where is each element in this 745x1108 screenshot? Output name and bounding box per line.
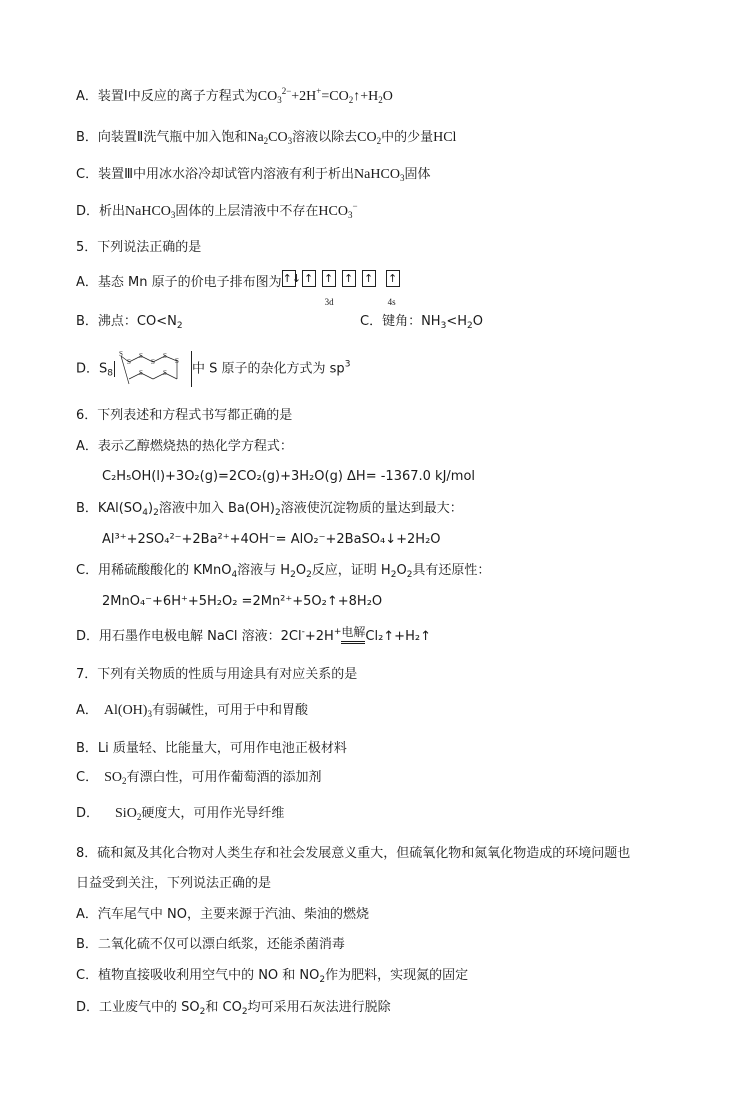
q5-option-a: A．基态 Mn 原子的价电子排布图为 ↑↓ ↑ ↑ ↑ ↑ ↑ 3d 4s <box>76 270 407 304</box>
q6-option-d: D．用石墨作电极电解 NaCl 溶液：2Cl-+2H+电解 Cl₂↑+H₂↑ <box>76 625 431 644</box>
q7-option-d: D． SiO$_2$硬度大，可用作光导纤维 <box>76 806 285 822</box>
svg-text:S: S <box>139 352 143 360</box>
q5-option-b: B．沸点：$CO<N_2$ <box>76 314 183 331</box>
q6-option-a: A．表示乙醇燃烧热的热化学方程式： <box>76 439 293 454</box>
q8-option-b: B．二氧化硫不仅可以漂白纸浆，还能杀菌消毒 <box>76 937 345 952</box>
question-8-stem-line2: 日益受到关注，下列说法正确的是 <box>76 876 272 891</box>
q4-option-c: C．装置Ⅲ中用冰水浴冷却试管内溶液有利于析出NaHCO$_3$固体 <box>76 167 431 183</box>
question-6-stem: 6．下列表述和方程式书写都正确的是 <box>76 408 293 423</box>
q7-option-b: B．Li 质量轻、比能量大，可用作电池正极材料 <box>76 741 347 756</box>
q6-option-a-equation: C₂H₅OH(l)+3O₂(g)=2CO₂(g)+3H₂O(g) ΔH= -1367.0 kJ/mol <box>102 469 476 484</box>
svg-text:S: S <box>163 369 167 377</box>
svg-text:S: S <box>151 358 155 366</box>
s8-ring-structure <box>115 351 192 387</box>
ion-equation: $CO_3^{2-}+2H^+=CO_2↑+H_2O$ <box>257 86 393 105</box>
svg-text:S: S <box>163 352 167 360</box>
q6-option-c-equation: 2MnO₄⁻+6H⁺+5H₂O₂ =2Mn²⁺+5O₂↑+8H₂O <box>102 594 383 609</box>
question-7-stem: 7．下列有关物质的性质与用途具有对应关系的是 <box>76 667 358 682</box>
q8-option-c: C．植物直接吸收利用空气中的 NO 和 $NO_2$作为肥料，实现氮的固定 <box>76 968 469 985</box>
q8-option-a: A．汽车尾气中 NO，主要来源于汽油、柴油的燃烧 <box>76 907 369 922</box>
q7-option-a: A． $Al(OH)_3$有弱碱性，可用于中和胃酸 <box>76 703 308 719</box>
svg-text:S: S <box>119 351 123 358</box>
svg-text:S: S <box>139 369 143 377</box>
svg-text:S: S <box>175 357 179 365</box>
q7-option-c: C． $SO_2$有漂白性，可用作葡萄酒的添加剂 <box>76 770 322 786</box>
q4-option-b: B．向装置Ⅱ洗气瓶中加入饱和$Na_2CO_3$溶液以除去$CO_2$中的少量HCl <box>76 130 457 146</box>
question-8-stem-line1: 8．硫和氮及其化合物对人类生存和社会发展意义重大，但硫氧化物和氮氧化物造成的环境问题也 <box>76 846 631 861</box>
q6-option-b-equation: Al³⁺+2SO₄²⁻+2Ba²⁺+4OH⁻= AlO₂⁻+2BaSO₄↓+2H₂O <box>102 532 441 547</box>
q5-option-c: C．键角：$NH_3<H_2O$ <box>360 314 483 331</box>
q5-options-bc-row <box>76 313 676 331</box>
q6-option-b: B．$KAl(SO_4)_2$溶液中加入 $Ba(OH)_2$溶液使沉淀物质的量达到最大： <box>76 501 463 518</box>
q8-option-d: D．工业废气中的 $SO_2$和 $CO_2$均可采用石灰法进行脱除 <box>76 1000 391 1017</box>
q4-option-d: D．析出NaHCO$_3$固体的上层清液中不存在$HCO_3^-$ <box>76 201 358 220</box>
q5-option-d: D．$S_8$ S S S S S S S S 中 S 原子的杂化方式为 $sp^3$ <box>76 351 350 387</box>
svg-text:S: S <box>127 358 131 366</box>
electrolysis-condition: 电解 <box>341 627 365 646</box>
mn-orbital-diagram: ↑↓ ↑ ↑ ↑ ↑ ↑ 3d 4s <box>282 270 407 300</box>
question-5-stem: 5．下列说法正确的是 <box>76 240 202 255</box>
q4-option-a: A．装置Ⅰ中反应的离子方程式为$CO_3^{2-}+2H^+=CO_2↑+H_2O$ <box>76 86 393 105</box>
sulfur-atoms <box>119 351 179 377</box>
q6-option-c: C．用稀硫酸酸化的 KMnO$_4$溶液与 $H_2O_2$反应，证明 $H_2O_2$具有还原性： <box>76 563 491 580</box>
